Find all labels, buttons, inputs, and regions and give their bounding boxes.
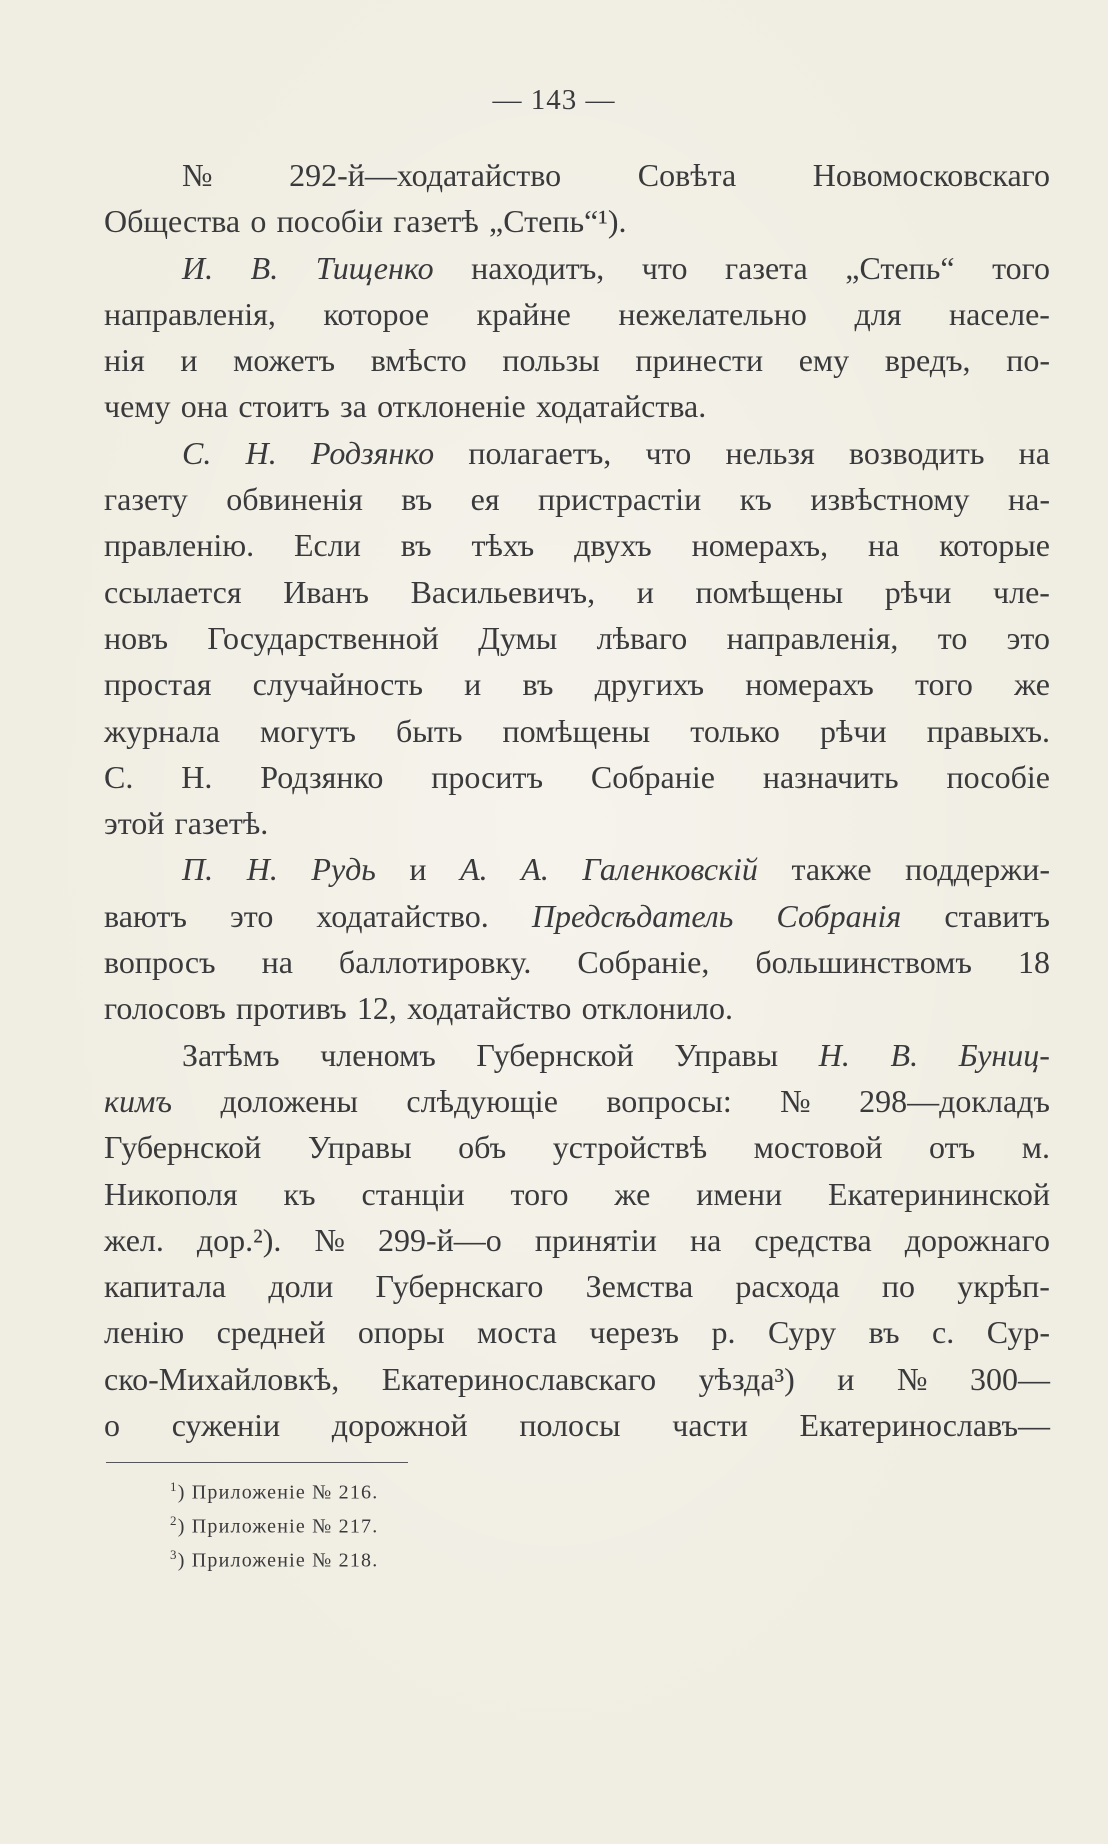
word: ваютъ	[104, 897, 187, 934]
word: направленія,	[726, 619, 899, 656]
word: пользы	[502, 342, 600, 379]
text-line	[104, 615, 1050, 661]
word: ставитъ	[944, 897, 1050, 934]
word: крайне	[476, 295, 571, 332]
word: рѣчи	[884, 573, 952, 610]
word: ея	[470, 481, 500, 518]
word: журнала	[104, 712, 220, 749]
word: Земства	[585, 1268, 694, 1305]
word: этой	[104, 805, 165, 842]
word: расхода	[735, 1268, 840, 1305]
word: находитъ,	[471, 249, 605, 286]
word: Губернской	[476, 1036, 634, 1073]
word: двухъ	[574, 527, 652, 564]
word: голосовъ	[104, 990, 226, 1027]
text-line	[104, 569, 1050, 615]
word: вмѣсто	[370, 342, 467, 379]
word: направленія,	[104, 295, 276, 332]
word: №	[896, 1360, 928, 1397]
word: тѣхъ	[471, 527, 535, 564]
word: дор.²).	[196, 1221, 282, 1258]
word: вопросы:	[606, 1082, 732, 1119]
text-line	[104, 337, 1050, 383]
word: А.	[460, 851, 488, 888]
word: вопросъ	[104, 944, 216, 981]
word: Н.	[818, 1036, 850, 1073]
word: Собраніе,	[577, 944, 710, 981]
word: №	[780, 1082, 811, 1119]
word: Суру	[767, 1314, 837, 1351]
word: которые	[939, 527, 1050, 564]
word: и	[464, 666, 482, 703]
word: мостовой	[753, 1129, 883, 1166]
text-line	[104, 1356, 1050, 1402]
word: къ	[283, 1175, 316, 1212]
word: по	[881, 1268, 916, 1305]
word: 299-й—о	[378, 1221, 502, 1258]
text-line	[104, 1309, 1050, 1355]
text-line	[104, 846, 1050, 892]
word: простая	[104, 666, 212, 703]
word: газетѣ	[393, 203, 479, 240]
word: Екатерининской	[828, 1175, 1050, 1212]
word: то	[937, 619, 968, 656]
word: ско-Михайловкѣ,	[104, 1360, 340, 1397]
word: Новомосковскаго	[812, 157, 1050, 193]
word: проситъ	[431, 758, 544, 795]
text-line	[104, 198, 1050, 244]
word: „Степь“	[845, 249, 955, 286]
word: суженіи	[171, 1407, 281, 1444]
word: на-	[1008, 481, 1050, 518]
word: и	[837, 1360, 855, 1397]
word: другихъ	[594, 666, 705, 703]
word: о	[250, 203, 267, 240]
word: и	[180, 342, 198, 379]
word: пособіи	[276, 203, 383, 240]
word: новъ	[104, 619, 168, 656]
text-line	[104, 939, 1050, 985]
word: населе-	[948, 295, 1050, 332]
word: черезъ	[589, 1314, 679, 1351]
word: Губернскаго	[375, 1268, 544, 1305]
word: того	[914, 666, 973, 703]
word: укрѣп-	[957, 1268, 1050, 1305]
word: объ	[458, 1129, 507, 1166]
body-text	[104, 152, 1050, 1448]
word: Губернской	[104, 1129, 262, 1166]
text-line	[104, 754, 1050, 800]
word: которое	[323, 295, 430, 332]
word: Собранія	[776, 897, 902, 934]
word: газету	[104, 481, 188, 518]
word: на	[689, 1221, 722, 1258]
word: помѣщены	[695, 573, 844, 610]
word: чему	[104, 388, 171, 425]
word: рѣчи	[820, 712, 887, 749]
word: вредъ,	[884, 342, 971, 379]
word: помѣщены	[502, 712, 651, 749]
word: она	[180, 388, 229, 425]
word: Буниц-	[958, 1036, 1050, 1073]
word: принятіи	[534, 1221, 657, 1258]
word: Думы	[478, 619, 558, 656]
word: Рудь	[311, 851, 376, 888]
word: ходатайство.	[316, 897, 489, 934]
word: Затѣмъ	[182, 1036, 280, 1073]
word: Сур-	[986, 1314, 1050, 1351]
word: это	[230, 897, 274, 934]
word: моста	[477, 1314, 557, 1351]
text-line	[104, 1171, 1050, 1217]
text-line	[104, 291, 1050, 337]
word: дорожной	[331, 1407, 468, 1444]
word: 292-й—ходатайство	[289, 157, 562, 193]
word: того	[510, 1175, 569, 1212]
word: членомъ	[320, 1036, 436, 1073]
text-line	[104, 661, 1050, 707]
word: отклонило.	[581, 990, 733, 1027]
word: въ	[400, 527, 432, 564]
word: стоитъ	[238, 388, 330, 425]
word: это	[1006, 619, 1050, 656]
word: возводить	[848, 434, 985, 471]
word: на	[1018, 434, 1050, 471]
text-line	[104, 1078, 1050, 1124]
word: номерахъ	[745, 666, 874, 703]
footnote-mark: 2	[170, 1513, 178, 1528]
word: ленію	[104, 1314, 185, 1351]
word: р.	[711, 1314, 736, 1351]
footnote-mark: 3	[170, 1547, 178, 1562]
word: Совѣта	[637, 157, 737, 193]
word: нельзя	[725, 434, 815, 471]
word: на	[261, 944, 293, 981]
word: газета	[724, 249, 808, 286]
word: ходатайство	[407, 990, 572, 1027]
word: могутъ	[260, 712, 356, 749]
text-line	[104, 985, 1050, 1031]
word: С.	[182, 434, 212, 471]
word: станціи	[361, 1175, 465, 1212]
word: баллотировку.	[338, 944, 532, 981]
word: уѣзда³)	[698, 1360, 795, 1397]
word: ему	[798, 342, 850, 379]
word: Государственной	[207, 619, 439, 656]
word: м.	[1021, 1129, 1050, 1166]
word: доли	[268, 1268, 334, 1305]
word: Тищенко	[315, 249, 434, 286]
word: на	[867, 527, 900, 564]
word: 298—докладъ	[859, 1082, 1050, 1119]
text-line	[104, 1032, 1050, 1078]
word: Родзянко	[310, 434, 435, 471]
page-number: — 143 —	[492, 84, 616, 116]
word: же	[1014, 666, 1050, 703]
word: противъ	[235, 990, 347, 1027]
word: имени	[696, 1175, 783, 1212]
word: Екатеринославъ—	[799, 1407, 1050, 1444]
text-line	[104, 383, 1050, 429]
word: 18	[1017, 944, 1050, 981]
word: пристрастіи	[538, 481, 702, 518]
word: средства	[754, 1221, 872, 1258]
word: Галенковскій	[582, 851, 758, 888]
word: Если	[294, 527, 361, 564]
word: газетѣ.	[174, 805, 269, 842]
word: капитала	[104, 1268, 227, 1305]
word: жел.	[104, 1221, 164, 1258]
word: быть	[396, 712, 463, 749]
word: №	[182, 157, 213, 193]
word: И.	[182, 249, 214, 286]
word: Васильевичъ,	[410, 573, 596, 610]
word: пособіе	[946, 758, 1050, 795]
word: отъ	[929, 1129, 976, 1166]
word: с.	[932, 1314, 955, 1351]
word: назначить	[762, 758, 899, 795]
word: принести	[635, 342, 764, 379]
word: правленію.	[104, 527, 255, 564]
footnote-text: ) Приложеніе № 216.	[177, 1481, 379, 1504]
word: Н.	[181, 758, 213, 795]
word: ходатайства.	[535, 388, 707, 425]
word: устройствѣ	[552, 1129, 708, 1166]
word: для	[854, 295, 902, 332]
word: опоры	[357, 1314, 445, 1351]
footnote	[170, 1470, 378, 1504]
word: Управы	[674, 1036, 779, 1073]
word: нія	[104, 342, 145, 379]
text-line	[104, 1217, 1050, 1263]
word: С.	[104, 758, 134, 795]
text-line	[104, 476, 1050, 522]
word: средней	[216, 1314, 326, 1351]
text-line	[104, 800, 1050, 846]
word: В.	[250, 249, 279, 286]
word: полосы	[519, 1407, 621, 1444]
footnote-rule	[106, 1462, 408, 1463]
word: извѣстному	[810, 481, 970, 518]
word: 300—	[969, 1360, 1050, 1397]
word: №	[314, 1221, 345, 1258]
word: что	[645, 434, 692, 471]
word: того	[992, 249, 1050, 286]
footnotes	[170, 1470, 378, 1572]
word: номерахъ,	[691, 527, 829, 564]
text-line	[104, 893, 1050, 939]
word: случайность	[252, 666, 423, 703]
footnote-text: ) Приложеніе № 218.	[177, 1549, 379, 1572]
word: въ	[522, 666, 554, 703]
word: можетъ	[233, 342, 336, 379]
word: также	[791, 851, 872, 888]
word: и	[636, 573, 654, 610]
footnote-mark: 1	[170, 1479, 178, 1494]
word: отклоненіе	[377, 388, 526, 425]
word: Екатеринославскаго	[381, 1360, 657, 1397]
footnote	[170, 1504, 378, 1538]
word: обвиненія	[226, 481, 363, 518]
text-line	[104, 152, 1050, 198]
word: по-	[1006, 342, 1050, 379]
word: кимъ	[104, 1082, 172, 1119]
word: въ	[401, 481, 433, 518]
word: въ	[868, 1314, 900, 1351]
word: слѣдующіе	[406, 1082, 558, 1119]
text-line	[104, 430, 1050, 476]
footnote-text: ) Приложеніе № 217.	[177, 1515, 379, 1538]
word: нежелательно	[618, 295, 807, 332]
word: и	[409, 851, 427, 888]
word: Родзянко	[260, 758, 384, 795]
word: 12,	[356, 990, 397, 1027]
word: Предсѣдатель	[531, 897, 734, 934]
text-line	[104, 522, 1050, 568]
word: правыхъ.	[926, 712, 1050, 749]
word: Н.	[245, 434, 277, 471]
word: Н.	[246, 851, 278, 888]
word: А.	[521, 851, 549, 888]
word: что	[641, 249, 688, 286]
word: только	[690, 712, 780, 749]
word: „Степь“¹).	[489, 203, 627, 240]
word: части	[672, 1407, 748, 1444]
word: Управы	[307, 1129, 412, 1166]
word: дорожнаго	[904, 1221, 1050, 1258]
word: полагаетъ,	[468, 434, 612, 471]
word: о	[104, 1407, 120, 1444]
word: лѣваго	[596, 619, 688, 656]
word: Никополя	[104, 1175, 238, 1212]
word: за	[340, 388, 367, 425]
word: большинствомъ	[755, 944, 972, 981]
text-line	[104, 708, 1050, 754]
text-line	[104, 1402, 1050, 1448]
word: чле-	[993, 573, 1050, 610]
word: П.	[182, 851, 214, 888]
word: же	[614, 1175, 651, 1212]
word: Иванъ	[283, 573, 369, 610]
text-line	[104, 1124, 1050, 1170]
text-line	[104, 1263, 1050, 1309]
word: ссылается	[104, 573, 242, 610]
word: къ	[739, 481, 772, 518]
word: доложены	[220, 1082, 358, 1119]
word: поддержи-	[905, 851, 1050, 888]
word: Общества	[104, 203, 241, 240]
word: В.	[890, 1036, 919, 1073]
text-line	[104, 245, 1050, 291]
word: Собраніе	[590, 758, 715, 795]
footnote	[170, 1538, 378, 1572]
